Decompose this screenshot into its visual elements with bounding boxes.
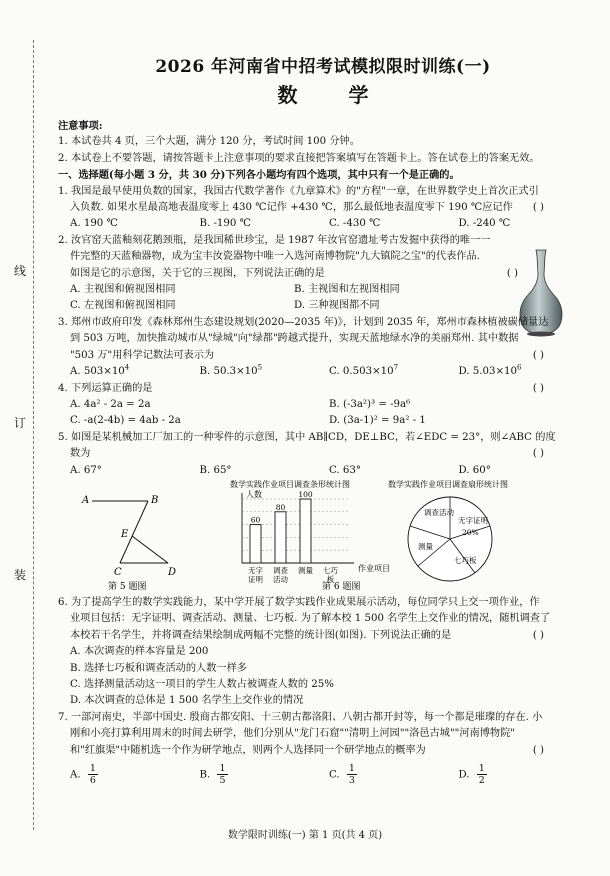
pie-label-percent: 20% [462,527,479,537]
q2-option-c: C. 左视图和俯视图相同 [70,300,176,312]
q7-line: 和"红旗渠"中随机选一个作为研学地点，则两个人选择同一个研学地点的概率为 ( ) [58,743,588,759]
q3-line: 到 503 万吨，加快推动城市从"绿城"向"绿都"跨越式提升，实现天蓝地绿水净的美丽郑州. 其中数据 [70,333,519,345]
answer-paren: ( ) [532,202,544,214]
bar-value-label: 60 [250,515,261,525]
bar-value-label: 100 [298,489,313,499]
binding-line [33,40,34,830]
q6-line: 本校若干名学生，并将调查结果绘制成两幅不完整的统计图(如图). 下列说法正确的是 ( ) [58,628,588,644]
bar-3 [300,499,311,563]
q6-option-d: D. 本次调查的总体是 1 500 名学生上交作业的情况 [70,695,304,707]
section1-heading: 一、选择题(每小题 3 分，共 30 分)下列各小题均有四个选项，其中只有一个是正确的。 [58,169,460,182]
q6-line: 业项目包括：无字证明、调查活动、测量、七巧板. 为了解本校 1 500 名学生上交作业的情况，随机调查了 [70,613,551,625]
q2-line: 如图是它的示意图，关于它的三视图，下列说法正确的是 ( ) [58,266,518,282]
page-title: 2026 年河南省中招考试模拟限时训练(一) [155,57,491,77]
q2-line: 2. 汝官窑天蓝釉刻花鹅颈瓶，是我国稀世珍宝，是 1987 年汝官窑遗址考古发掘中获得的唯一一 [58,234,491,246]
q4-option-c: C. -a(2-4b) = 4ab - 2a [70,415,181,427]
note-item: 2. 本试卷上不要答题，请按答题卡上注意事项的要求直接把答案填写在答题卡上。答在试卷上的答案无效。 [58,152,540,164]
q3-option-b: B. $50.3\times 10^5$ [199,363,263,378]
q2-option-a: A. 主视图和俯视图相同 [70,284,176,296]
q5-option-a: A. 67° [70,464,102,476]
pie-label-proof: 无字证明 [458,515,488,525]
q1-option-a: A. 190 ℃ [70,218,118,230]
page-footer: 数学限时训练(一) 第 1 页(共 4 页) [227,830,383,841]
q2-line: 件完整的天蓝釉器物，成为宝丰汝瓷器物中唯一入选河南博物院"九大镇院之宝"的代表作品. [70,251,480,263]
bar-1 [250,525,261,563]
x-tick-label: 七巧板 [323,565,338,584]
answer-paren: ( ) [532,629,544,641]
q5-stem [58,430,588,463]
q2-option-b: B. 主视图和左视图相同 [294,284,400,296]
q4-option-b: B. (-3a²)³ = -9a⁶ [329,398,411,410]
q6-stem [58,595,588,644]
q3-stem [58,315,588,364]
q3-line: "503 万"用科学记数法可表示为 ( ) [58,348,588,364]
q3-options [58,364,588,380]
fig6-caption: 第 6 题图 [322,581,361,592]
q4-stem: 4. 下列运算正确的是 ( ) [58,381,588,397]
pie-label-survey: 调查活动 [424,507,454,517]
pie-chart [388,479,508,581]
segment-de [132,536,168,563]
q7-option-a: A. $\frac{1}{6}$ [70,763,96,786]
q5-line: 数为 ( ) [58,446,588,462]
answer-paren: ( ) [506,267,518,279]
x-tick-label: 测量 [298,565,313,575]
bar-2 [275,512,286,563]
answer-paren: ( ) [532,349,544,361]
q7-stem [58,710,588,759]
q7-option-c: C. $\frac{1}{3}$ [329,763,355,786]
q4-options [58,397,588,430]
q7-option-b: B. $\frac{1}{5}$ [199,763,226,786]
point-label-a: A [82,494,90,506]
point-label-b: B [151,494,159,506]
content [58,56,588,786]
q1-option-b: B. -190 ℃ [199,218,251,230]
pie-label-measure: 测量 [418,541,433,551]
q7-options [58,763,588,786]
q3-line: 3. 郑州市政府印发《森林郑州生态建设规划(2020—2035 年)》，计划到 2035 年，郑州市森林植被碳储量达 [58,316,549,328]
answer-paren: ( ) [532,448,544,460]
q1-line: 入负数. 如果水星最高地表温度零上 430 ℃记作 +430 ℃，那么最低地表温度零下 190 ℃应记作 ( ) [58,200,588,216]
q2-stem [58,233,518,282]
gutter-char-ding: 订 [14,416,27,430]
gutter-char-zhuang: 装 [14,568,27,582]
q6-option-c: C. 选择测量活动这一项目的学生人数占被调查人数的 25% [70,678,334,690]
bar-value-label: 80 [275,502,286,512]
binding-gutter [0,0,40,876]
notes-heading: 注意事项: [58,120,103,132]
q3-option-c: C. $0.503\times 10^7$ [329,363,399,378]
pie-label-tangram: 七巧板 [454,555,477,565]
q1-option-d: D. -240 ℃ [458,218,511,230]
y-axis-label: 人数 [246,489,262,499]
q4-option-d: D. (3a-1)² = 9a² - 1 [329,415,426,427]
point-label-d: D [168,566,177,578]
q3-option-d: D. $5.03\times 10^6$ [458,363,522,378]
figures-row [58,479,588,595]
q5-line: 5. 如图是某机械加工厂加工的一种零件的示意图，其中 AB∥CD，DE⊥BC，若∠EDC = 23°，则∠ABC 的度 [58,431,556,443]
subject-title: 数 学 [277,83,391,107]
x-tick-label: 调查活动 [273,565,288,584]
x-axis-label: 作业项目 [358,563,390,573]
answer-paren: ( ) [532,744,544,756]
x-tick-label: 无字证明 [248,565,263,584]
q1-stem [58,184,588,217]
q7-line: 7. 一部河南史，半部中国史. 殷商古都安阳、十三朝古都洛阳、八朝古都开封等，每一个都是璀璨的存在. 小 [58,711,543,723]
q1-options [58,216,588,232]
pie-chart-title: 数学实践作业项目调查扇形统计图 [388,479,508,489]
q7-option-d: D. $\frac{1}{2}$ [458,763,485,786]
q6-option-b: B. 选择七巧板和调查活动的人数一样多 [70,662,247,674]
q6-options [58,644,588,710]
q5-options [58,463,588,479]
q1-option-c: C. -430 ℃ [329,218,381,230]
q5-option-d: D. 60° [458,464,491,476]
q3-option-a: A. $503\times 10^4$ [70,363,130,378]
q7-line: 刚和小亮打算利用周末的时间去研学，他们分别从"龙门石窟""清明上河园""洛邑古城""河南博物院" [70,728,515,740]
q6-option-a: A. 本次调查的样本容量是 200 [70,646,209,658]
fig5-caption: 第 5 题图 [108,581,147,592]
q5-option-c: C. 63° [329,464,361,476]
q6-line: 6. 为了提高学生的数学实践能力，某中学开展了数学实践作业成果展示活动，每位同学只上交一项作业，作 [58,596,540,608]
point-label-e: E [121,528,129,540]
q2-option-d: D. 三种视图都不同 [294,300,380,312]
bar-chart-title: 数学实践作业项目调查条形统计图 [230,479,350,489]
note-item: 1. 本试卷共 4 页，三个大题，满分 120 分，考试时间 100 分钟。 [58,136,360,148]
q1-line: 1. 我国是最早使用负数的国家，我国古代数学著作《九章算术》的"方程"一章，在世界数学史上首次正式引 [58,185,539,197]
q2-options [58,282,518,315]
fig5-diagram [81,495,176,592]
gutter-char-xian: 线 [14,264,27,278]
answer-paren: ( ) [532,382,544,394]
figures-svg [58,479,588,595]
q4-option-a: A. 4a² - 2a = 2a [70,398,151,410]
point-label-c: C [114,566,122,578]
bar-chart [230,479,390,584]
q5-option-b: B. 65° [199,464,232,476]
